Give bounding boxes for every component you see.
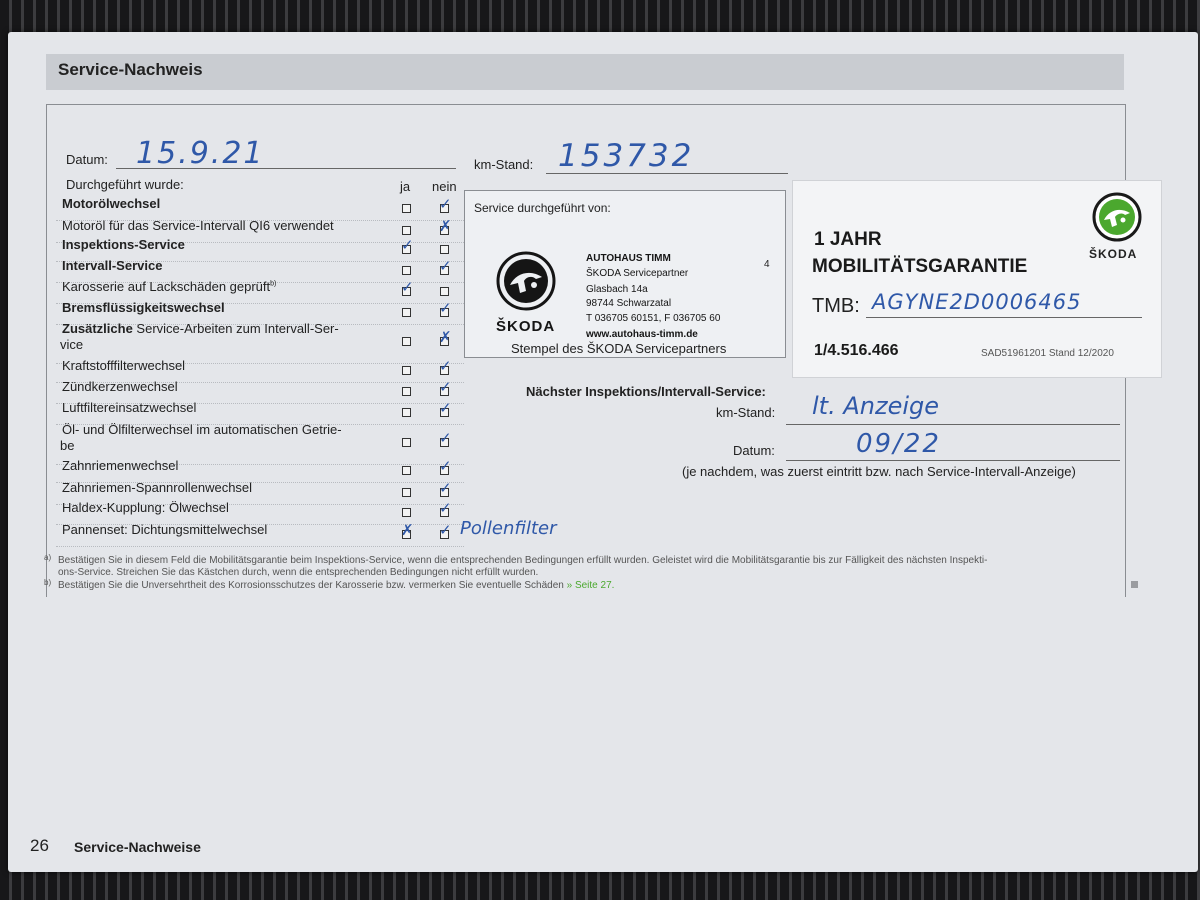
next-service-title: Nächster Inspektions/Intervall-Service:	[526, 384, 766, 399]
checkbox-ja[interactable]	[402, 488, 411, 497]
check-mark-nein: ✓	[439, 378, 452, 396]
mobility-title-line1: 1 JAHR	[814, 229, 882, 250]
table-row	[62, 196, 160, 211]
next-km-line	[786, 424, 1120, 425]
check-mark-nein: ✓	[439, 521, 452, 539]
mobility-brand: ŠKODA	[1089, 247, 1138, 261]
check-mark-nein: ✓	[439, 457, 452, 475]
table-row-label: Bremsflüssigkeitswechsel	[62, 300, 225, 315]
check-mark-ja: ✗	[401, 521, 414, 539]
skoda-logo-icon	[1092, 192, 1142, 242]
tmb-handwritten: AGYNE2D0006465	[872, 290, 1082, 314]
mobility-doc-ref: SAD51961201 Stand 12/2020	[981, 348, 1114, 359]
footnote-b-line	[58, 580, 614, 591]
table-row	[62, 458, 178, 473]
check-mark-nein: ✗	[439, 217, 452, 235]
stamp-web: www.autohaus-timm.de	[586, 329, 698, 340]
table-row-label: Motoröl für das Service-Intervall QI6 verwendet	[62, 218, 334, 233]
page-number: 26	[30, 836, 49, 855]
table-row-label: Kraftstofffilterwechsel	[62, 358, 186, 373]
table-row-label: Motorölwechsel	[62, 196, 161, 211]
checkbox-ja[interactable]	[402, 366, 411, 375]
stamp-label: Service durchgeführt von:	[474, 201, 611, 215]
table-row-label-cont: vice	[60, 337, 84, 352]
table-row	[62, 300, 225, 315]
stamp-city: 98744 Schwarzatal	[586, 298, 672, 309]
kmstand-handwritten: 153732	[558, 138, 695, 174]
table-row-label: Zusätzliche	[62, 321, 133, 336]
check-mark-nein: ✓	[439, 299, 452, 317]
datum-handwritten: 15.9.21	[136, 136, 265, 171]
next-km-handwritten: lt. Anzeige	[812, 392, 939, 420]
checkbox-ja[interactable]	[402, 266, 411, 275]
table-row-label-rest: Service-Arbeiten zum Intervall-Ser-	[136, 321, 339, 336]
table-row-label: Intervall-Service	[62, 258, 163, 273]
stamp-brand: ŠKODA	[496, 318, 556, 335]
table-row	[62, 400, 196, 415]
table-row	[62, 480, 252, 495]
header-bar	[46, 54, 1124, 90]
next-km-label: km-Stand:	[716, 405, 776, 420]
footnote-b-text: Bestätigen Sie die Unversehrtheit des Korrosionsschutzes der Karosserie bzw. vermerken Sie eventuelle Schäden	[58, 580, 564, 591]
end-marker	[1131, 581, 1138, 588]
checkbox-ja[interactable]	[402, 308, 411, 317]
table-row	[62, 321, 339, 336]
check-mark-ja: ✓	[401, 278, 414, 296]
skoda-logo-stamp-icon	[496, 251, 556, 311]
check-mark-nein: ✓	[439, 479, 452, 497]
col-nein: nein	[432, 179, 457, 194]
checkbox-nein[interactable]	[440, 287, 449, 296]
table-row	[62, 522, 267, 537]
check-mark-nein: ✓	[439, 499, 452, 517]
check-mark-nein: ✓	[439, 399, 452, 417]
table-row-label: Luftfiltereinsatzwechsel	[62, 400, 197, 415]
table-row	[62, 422, 342, 437]
checkbox-ja[interactable]	[402, 226, 411, 235]
checkbox-ja[interactable]	[402, 204, 411, 213]
next-datum-handwritten: 09/22	[856, 429, 941, 459]
check-mark-nein: ✓	[439, 357, 452, 375]
table-row-label: Zündkerzenwechsel	[62, 379, 178, 394]
checkbox-ja[interactable]	[402, 337, 411, 346]
footnote-a-line2: ons-Service. Streichen Sie das Kästchen durch, wenn die entsprechenden Bedingungen nicht erfüllt wurden.	[58, 567, 539, 578]
stamp-number: 4	[764, 259, 770, 270]
check-mark-ja: ✓	[401, 236, 414, 254]
stamp-phone: T 036705 60151, F 036705 60	[586, 313, 721, 324]
footnote-b-link[interactable]: » Seite 27.	[566, 580, 615, 591]
table-row-label-cont: be	[60, 438, 75, 453]
footer-section: Service-Nachweise	[74, 839, 201, 855]
checkbox-ja[interactable]	[402, 387, 411, 396]
table-row	[62, 500, 229, 515]
footnote-a-line1: Bestätigen Sie in diesem Feld die Mobilitätsgarantie beim Inspektions-Service, wenn die entsprechenden Bedingungen erfüllt wurden. Geleistet wird die Mobilitätsgarantie bis zur Fälligkeit des nächsten Inspekti-	[58, 555, 988, 566]
checkbox-ja[interactable]	[402, 408, 411, 417]
footnote-a-marker: a)	[44, 553, 52, 562]
table-row-label: Karosserie auf Lackschäden geprüft	[62, 279, 271, 294]
next-datum-label: Datum:	[733, 443, 775, 458]
tmb-line	[866, 317, 1142, 318]
table-row-label: Öl- und Ölfilterwechsel im automatischen Getrie-	[62, 422, 342, 437]
next-datum-line	[786, 460, 1120, 461]
col-ja: ja	[400, 179, 411, 194]
performed-label: Durchgeführt wurde:	[66, 177, 184, 192]
check-mark-nein: ✓	[439, 429, 452, 447]
checkbox-ja[interactable]	[402, 438, 411, 447]
table-row-label: Inspektions-Service	[62, 237, 185, 252]
mobility-number: 1/4.516.466	[814, 342, 899, 359]
checkbox-nein[interactable]	[440, 245, 449, 254]
check-mark-nein: ✗	[439, 328, 452, 346]
table-row	[62, 358, 185, 373]
table-row-label: Pannenset: Dichtungsmittelwechsel	[62, 522, 268, 537]
next-service-note: (je nachdem, was zuerst eintritt bzw. nach Service-Intervall-Anzeige)	[682, 464, 1076, 479]
table-row-label: Zahnriemenwechsel	[62, 458, 179, 473]
stamp-street: Glasbach 14a	[586, 284, 648, 295]
table-row	[62, 258, 162, 273]
page-title: Service-Nachweis	[58, 60, 203, 79]
kmstand-label: km-Stand:	[474, 157, 534, 172]
table-row	[62, 237, 185, 252]
table-row	[62, 379, 178, 394]
check-mark-nein: ✓	[439, 195, 452, 213]
tmb-label: TMB:	[812, 295, 860, 317]
table-row-label: Haldex-Kupplung: Ölwechsel	[62, 500, 229, 515]
checkbox-ja[interactable]	[402, 466, 411, 475]
check-mark-nein: ✓	[439, 257, 452, 275]
table-row-label: Zahnriemen-Spannrollenwechsel	[62, 480, 253, 495]
table-row-divider	[56, 546, 464, 547]
footnote-b-marker: b)	[44, 578, 52, 587]
stamp-company: AUTOHAUS TIMM	[586, 253, 671, 264]
stamp-caption: Stempel des ŠKODA Servicepartners	[511, 341, 727, 356]
pannenset-note-handwritten: Pollenfilter	[460, 518, 557, 539]
checkbox-ja[interactable]	[402, 508, 411, 517]
stamp-partner: ŠKODA Servicepartner	[586, 268, 689, 279]
mobility-title-line2: MOBILITÄTSGARANTIE	[812, 256, 1028, 277]
datum-label: Datum:	[66, 152, 108, 167]
table-row	[62, 279, 276, 294]
footnote-ref: b)	[270, 280, 277, 288]
table-row	[62, 218, 334, 233]
